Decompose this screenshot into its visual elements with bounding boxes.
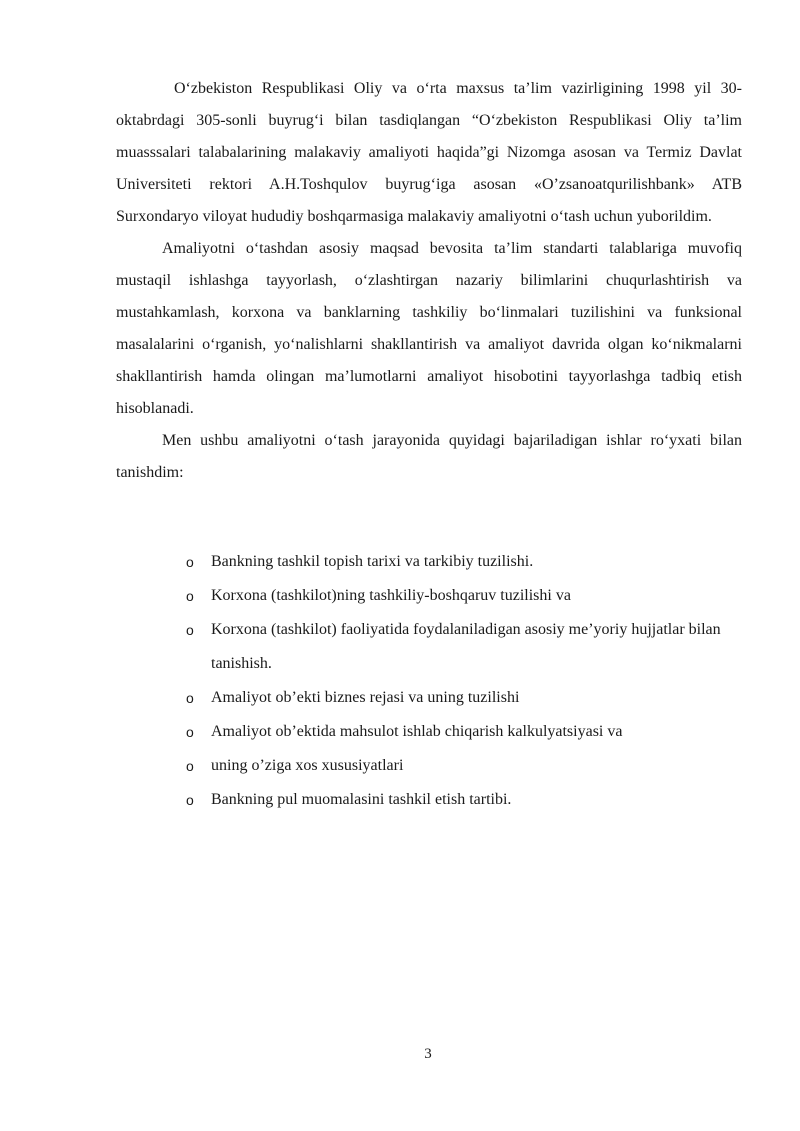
list-item-text: uning o’ziga xos xususiyatlari (211, 757, 404, 774)
page-number: 3 (424, 1046, 432, 1062)
bullet-marker: o (186, 792, 194, 808)
list-item (186, 545, 746, 579)
list-item (186, 783, 746, 817)
bullet-marker: o (186, 588, 194, 604)
list-item (186, 715, 746, 749)
list-item (186, 681, 746, 715)
bullet-marker: o (186, 690, 194, 706)
list-item-text: Amaliyot ob’ektida mahsulot ishlab chiqarish kalkulyatsiyasi va (211, 723, 623, 740)
paragraph-purpose: Amaliyotni o‘tashdan asosiy maqsad bevosita ta’lim standarti talablariga muvofiq mustaqil ishlashga tayyorlash, o‘zlashtirgan nazariy bilimlarini chuqurlashtirish va mustahkamlash, korxona va banklarning tashkiliy bo‘linmalari tuzilishini va funksional masalalarini o‘rganish, yo‘nalishlarni shakllantirish va amaliyot davrida olgan ko‘nikmalarni shakllantirish hamda olingan ma’lumotlarni amaliyot hisobotini tayyorlashga tadbiq etish hisoblanadi. (116, 240, 742, 417)
task-list (186, 545, 746, 817)
bullet-marker: o (186, 724, 194, 740)
list-item-text: Korxona (tashkilot) faoliyatida foydalaniladigan asosiy me’yoriy hujjatlar bilan tanishish. (211, 621, 721, 672)
paragraph-list-intro: Men ushbu amaliyotni o‘tash jarayonida quyidagi bajariladigan ishlar ro‘yxati bilan tanishdim: (116, 432, 742, 481)
list-item (186, 579, 746, 613)
list-item-text: Korxona (tashkilot)ning tashkiliy-boshqaruv tuzilishi va (211, 587, 571, 604)
paragraph-intro: O‘zbekiston Respublikasi Oliy va o‘rta maxsus ta’lim vazirligining 1998 yil 30- oktabrdagi 305-sonli buyrug‘i bilan tasdiqlangan “O‘zbekiston Respublikasi Oliy ta’lim muasssalari talabalarining malakaviy amaliyoti haqida”gi Nizomga asosan va Termiz Davlat Universiteti rektori A.H.Toshqulov buyrug‘iga asosan «O’zsanoatqurilishbank» ATB Surxondaryo viloyat hududiy boshqarmasiga malakaviy amaliyotni o‘tash uchun yuborildim. (116, 80, 742, 225)
list-item-text: Bankning pul muomalasini tashkil etish tartibi. (211, 791, 512, 808)
bullet-marker: o (186, 758, 194, 774)
body-text (116, 73, 742, 489)
list-item (186, 613, 746, 681)
bullet-marker: o (186, 554, 194, 570)
bullet-marker: o (186, 622, 194, 638)
list-item (186, 749, 746, 783)
list-item-text: Bankning tashkil topish tarixi va tarkibiy tuzilishi. (211, 553, 534, 570)
list-item-text: Amaliyot ob’ekti biznes rejasi va uning tuzilishi (211, 689, 520, 706)
